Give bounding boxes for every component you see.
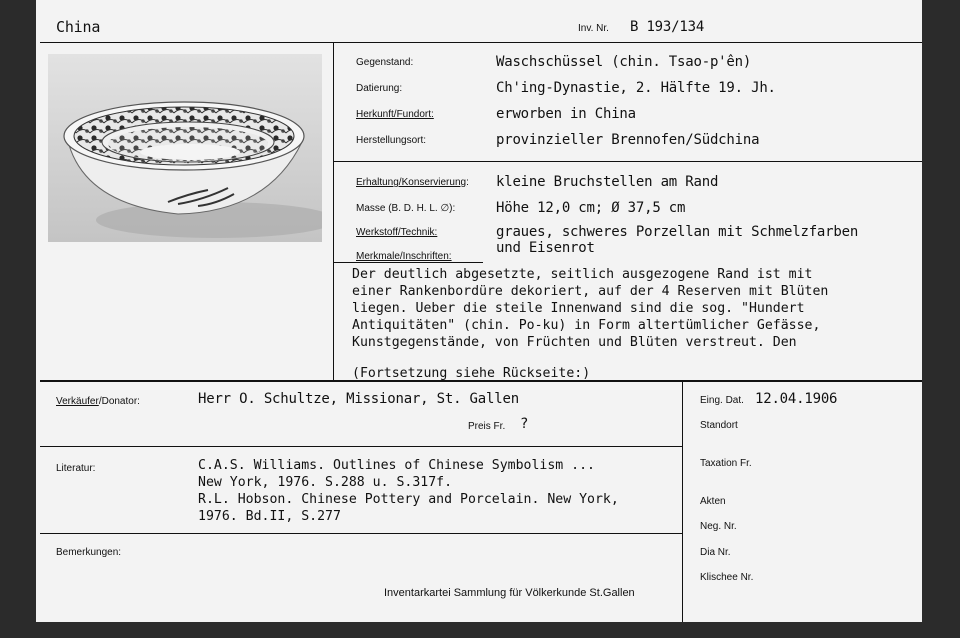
label-masse: Masse (B. D. H. L. ∅):	[356, 203, 456, 214]
label-taxation: Taxation Fr.	[700, 458, 752, 469]
value-erhaltung: kleine Bruchstellen am Rand	[496, 174, 719, 190]
value-gegenstand: Waschschüssel (chin. Tsao-p'ên)	[496, 54, 752, 70]
merkmale-line-2: einer Rankenbordüre dekoriert, auf der 4 Reserven mit Blüten	[352, 284, 829, 299]
inventory-number-label: Inv. Nr.	[578, 23, 609, 34]
inventory-card	[36, 0, 922, 622]
divider-merkmale	[333, 262, 483, 263]
divider-vertical-right	[682, 380, 683, 622]
label-preis: Preis Fr.	[468, 421, 506, 432]
label-verkaeufer	[56, 396, 140, 407]
label-merkmale: Merkmale/Inschriften:	[356, 251, 452, 262]
porcelain-basin-image	[48, 54, 322, 242]
label-erhaltung-underlined: Erhaltung/Konservierung	[356, 177, 467, 188]
label-gegenstand: Gegenstand:	[356, 57, 414, 68]
value-masse: Höhe 12,0 cm; Ø 37,5 cm	[496, 200, 686, 216]
label-standort: Standort	[700, 420, 738, 431]
value-herstellungsort: provinzieller Brennofen/Südchina	[496, 132, 760, 148]
label-erhaltung-rest: :	[466, 177, 469, 188]
literature-line-4: 1976. Bd.II, S.277	[198, 509, 341, 524]
label-werkstoff: Werkstoff/Technik:	[356, 227, 438, 238]
merkmale-line-3: liegen. Ueber die steile Innenwand sind die sog. "Hundert	[352, 301, 805, 316]
value-werkstoff-line2: und Eisenrot	[496, 240, 595, 256]
divider-literature	[40, 533, 682, 534]
literature-line-1: C.A.S. Williams. Outlines of Chinese Symbolism ...	[198, 458, 595, 473]
value-preis: ?	[520, 416, 529, 432]
label-eingang-datum: Eing. Dat.	[700, 395, 744, 406]
label-erhaltung	[356, 177, 469, 188]
merkmale-line-5: Kunstgegenstände, von Früchten und Blüten verstreut. Den	[352, 335, 797, 350]
label-herstellungsort: Herstellungsort:	[356, 135, 427, 146]
divider-vertical-main	[333, 42, 334, 380]
value-verkaeufer: Herr O. Schultze, Missionar, St. Gallen	[198, 391, 519, 407]
label-akten: Akten	[700, 496, 726, 507]
merkmale-line-4: Antiquitäten" (chin. Po-ku) in Form altertümlicher Gefässe,	[352, 318, 821, 333]
label-verkaeufer-underlined: Verkäufer	[56, 396, 99, 407]
value-eingang-datum: 12.04.1906	[755, 391, 838, 407]
label-neg-nr: Neg. Nr.	[700, 521, 737, 532]
label-verkaeufer-rest: /Donator:	[98, 396, 140, 407]
literature-line-2: New York, 1976. S.288 u. S.317f.	[198, 475, 453, 490]
literature-line-3: R.L. Hobson. Chinese Pottery and Porcelain. New York,	[198, 492, 619, 507]
object-photo	[48, 54, 322, 242]
value-datierung: Ch'ing-Dynastie, 2. Hälfte 19. Jh.	[496, 80, 776, 96]
region-label: China	[56, 18, 101, 36]
label-datierung: Datierung:	[356, 83, 403, 94]
footer-collection: Inventarkartei Sammlung für Völkerkunde St.Gallen	[384, 587, 635, 599]
merkmale-line-1: Der deutlich abgesetzte, seitlich ausgezogene Rand ist mit	[352, 267, 813, 282]
divider-object	[333, 161, 922, 162]
label-klischee-nr: Klischee Nr.	[700, 572, 754, 583]
divider-seller	[40, 446, 682, 447]
value-werkstoff-line1: graues, schweres Porzellan mit Schmelzfarben	[496, 224, 859, 240]
merkmale-line-6: (Fortsetzung siehe Rückseite:)	[352, 366, 591, 381]
label-dia-nr: Dia Nr.	[700, 547, 731, 558]
inventory-number: B 193/134	[630, 19, 705, 35]
divider-header	[40, 42, 922, 43]
value-herkunft: erworben in China	[496, 106, 636, 122]
label-literatur: Literatur:	[56, 463, 96, 474]
label-bemerkungen: Bemerkungen:	[56, 547, 122, 558]
label-herkunft: Herkunft/Fundort:	[356, 109, 434, 120]
